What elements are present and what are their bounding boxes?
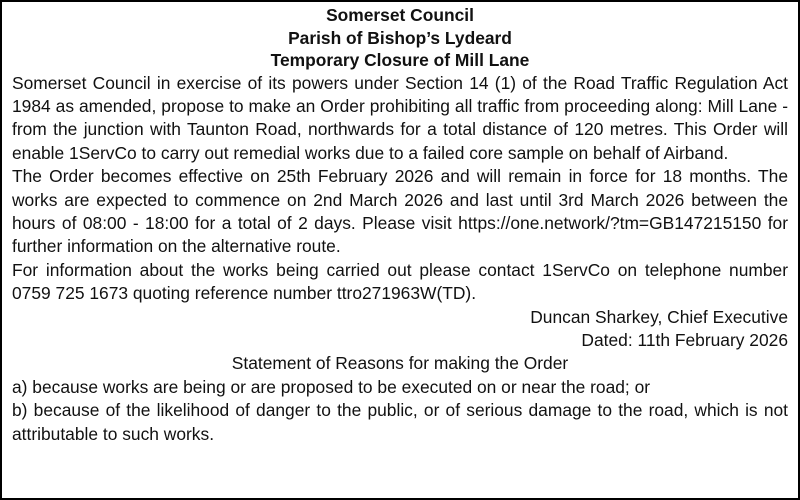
parish-name: Parish of Bishop’s Lydeard (288, 27, 512, 48)
signatory-name: Duncan Sharkey, Chief Executive (530, 306, 788, 327)
notice-title: Temporary Closure of Mill Lane (270, 50, 530, 70)
reasons-heading: Statement of Reasons for making the Order (231, 353, 569, 374)
council-name: Somerset Council (326, 5, 474, 25)
contact-paragraph: For information about the works being carried out please contact 1ServCo on telephone number 0759 725 1673 quoting reference number ttro271963W(TD). (12, 259, 788, 304)
effective-date-paragraph: The Order becomes effective on 25th February 2026 and will remain in force for 18 months. The works are expected to commence on 2nd March 2026 and last until 3rd March 2026 between the hours of 08:00 - 18:00 for a total of 2 days. Please visit https://one.network/?tm=GB147215150 for further information on the alternative route. (12, 166, 788, 257)
dated-line: Dated: 11th February 2026 (581, 329, 788, 350)
reason-a: a) because works are being or are proposed to be executed on or near the road; or (12, 376, 651, 397)
reason-b: b) because of the likelihood of danger to the public, or of serious damage to the road, which is not attributable to such works. (12, 400, 788, 444)
order-paragraph: Somerset Council in exercise of its powers under Section 14 (1) of the Road Traffic Regulation Act 1984 as amended, propose to make an Order prohibiting all traffic from proceeding along: Mill Lane - from the junction with Taunton Road, northwards for a total distance of 120 metres. This Order will enable 1ServCo to carry out remedial works due to a failed core sample on behalf of Airband. (12, 72, 788, 163)
